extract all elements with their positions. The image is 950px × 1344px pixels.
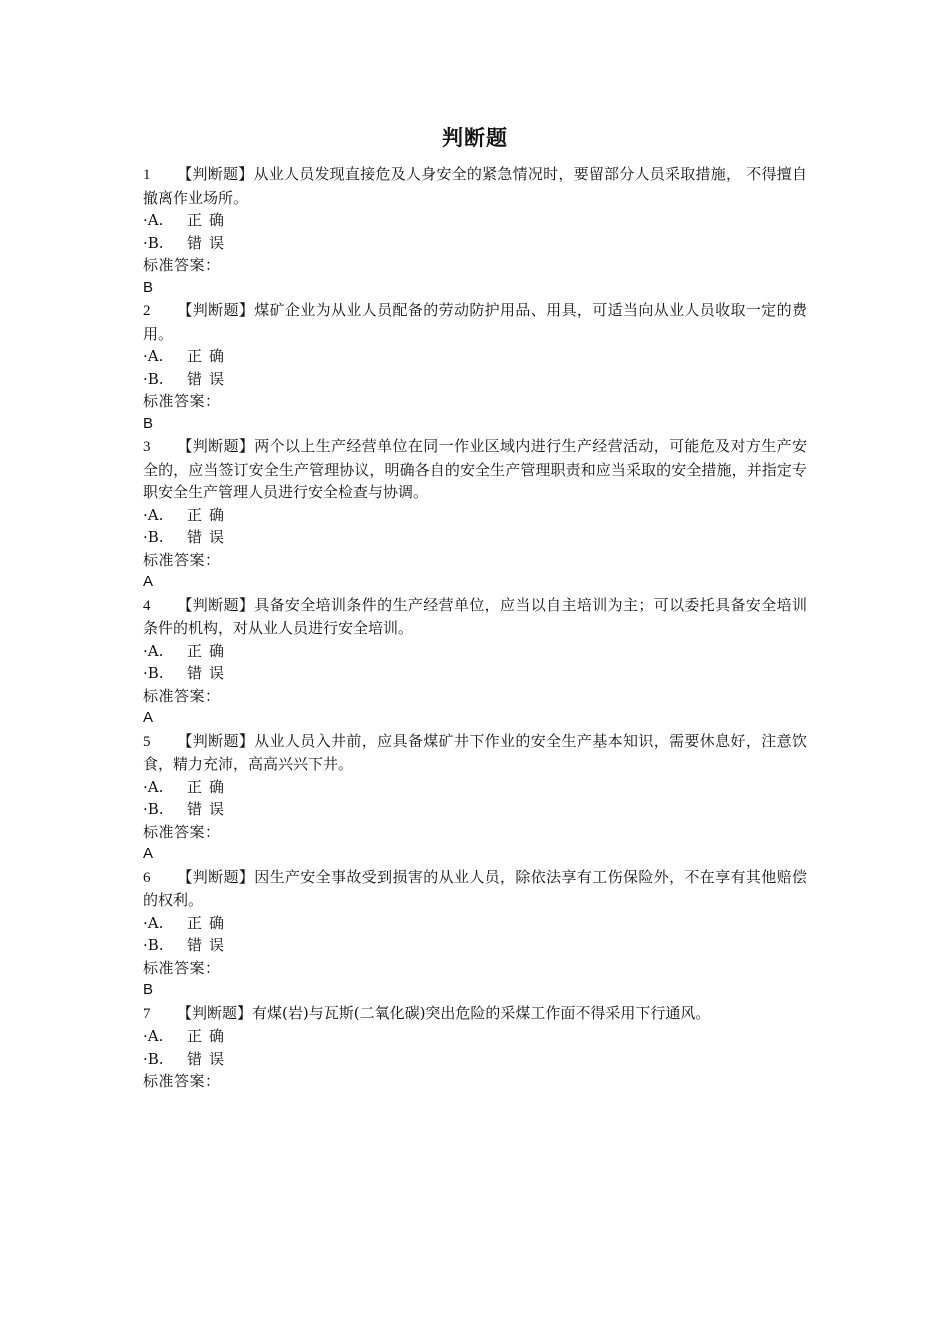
question-text: 从业人员发现直接危及人身安全的紧急情况时，要留部分人员采取措施， 不得擅自撤离作业场所。	[143, 165, 807, 207]
question-stem	[143, 594, 807, 640]
answer-label: 标准答案：	[143, 822, 221, 841]
answer-value: B	[143, 278, 154, 296]
option-text: 正确	[187, 1027, 232, 1045]
page-title: 判断题	[442, 126, 508, 150]
option-a	[143, 640, 807, 663]
option-b	[143, 526, 807, 549]
question-list	[143, 163, 807, 1093]
question-number: 4	[143, 597, 151, 614]
option-key: ·A.	[143, 211, 164, 229]
option-key: ·B.	[143, 369, 164, 388]
question-text: 两个以上生产经营单位在同一作业区域内进行生产经营活动，可能危及对方生产安全的，应当签订安全生产管理协议，明确各自的安全生产管理职责和应当采取的安全措施，并指定专职安全生产管理人员进行安全检查与协调。	[143, 437, 807, 501]
answer-label: 标准答案：	[143, 256, 221, 274]
question-item	[143, 299, 807, 435]
question-item	[143, 1002, 807, 1093]
question-item	[143, 594, 807, 730]
option-key: ·B.	[143, 936, 164, 954]
option-text: 错误	[187, 528, 232, 546]
answer-label: 标准答案：	[143, 392, 221, 410]
option-a	[143, 1025, 807, 1048]
option-key: ·B.	[143, 1049, 164, 1068]
option-a	[143, 209, 807, 232]
option-text: 错误	[187, 800, 232, 818]
option-a	[143, 912, 807, 935]
question-type-tag: 【判断题】	[177, 731, 255, 750]
question-type-tag: 【判断题】	[177, 595, 255, 614]
question-text: 因生产安全事故受到损害的从业人员，除依法享有工伤保险外，不在享有其他赔偿的权利。	[143, 867, 807, 909]
option-b	[143, 934, 807, 957]
option-key: ·A.	[143, 1027, 164, 1045]
option-key: ·A.	[143, 641, 164, 660]
question-number: 1	[143, 167, 151, 183]
question-stem	[143, 299, 807, 345]
answer-value: B	[143, 414, 154, 432]
answer-label: 标准答案：	[143, 1072, 221, 1090]
question-type-tag: 【判断题】	[177, 867, 255, 886]
option-key: ·A.	[143, 913, 164, 932]
question-number: 5	[143, 733, 151, 750]
question-type-tag: 【判断题】	[177, 1003, 253, 1022]
question-type-tag: 【判断题】	[177, 165, 254, 183]
question-item	[143, 163, 807, 299]
answer-label: 标准答案：	[143, 686, 221, 705]
option-a	[143, 345, 807, 368]
option-text: 错误	[187, 936, 232, 954]
question-item	[143, 730, 807, 866]
option-text: 错误	[187, 233, 232, 252]
option-key: ·A.	[143, 777, 164, 796]
option-key: ·A.	[143, 347, 164, 365]
option-text: 错误	[187, 369, 232, 388]
question-stem	[143, 1002, 807, 1026]
question-number: 7	[143, 1005, 151, 1022]
option-text: 正确	[187, 777, 232, 796]
option-a	[143, 776, 807, 799]
question-stem	[143, 435, 807, 504]
answer-value: A	[143, 573, 154, 590]
option-text: 正确	[187, 211, 232, 229]
option-key: ·B.	[143, 664, 164, 682]
question-number: 3	[143, 439, 151, 455]
option-b	[143, 368, 807, 391]
answer-value: A	[143, 845, 154, 862]
answer-label: 标准答案：	[143, 958, 221, 977]
option-text: 错误	[187, 1049, 232, 1068]
option-key: ·B.	[143, 233, 164, 252]
option-b	[143, 662, 807, 685]
option-text: 错误	[187, 664, 232, 682]
question-type-tag: 【判断题】	[177, 301, 255, 319]
question-type-tag: 【判断题】	[177, 437, 255, 455]
option-text: 正确	[187, 913, 232, 932]
question-stem	[143, 866, 807, 912]
question-text: 具备安全培训条件的生产经营单位，应当以自主培训为主；可以委托具备安全培训条件的机构，对从业人员进行安全培训。	[143, 595, 807, 637]
option-b	[143, 1048, 807, 1071]
option-a	[143, 504, 807, 527]
question-number: 2	[143, 303, 151, 319]
question-stem	[143, 163, 807, 209]
option-text: 正确	[187, 347, 232, 365]
question-stem	[143, 730, 807, 776]
option-text: 正确	[187, 505, 232, 524]
answer-value: B	[143, 981, 154, 998]
question-item	[143, 435, 807, 594]
option-b	[143, 798, 807, 821]
option-key: ·A.	[143, 505, 164, 524]
answer-value: A	[143, 709, 154, 726]
option-key: ·B.	[143, 800, 164, 818]
option-text: 正确	[187, 641, 232, 660]
question-text: 有煤(岩)与瓦斯(二氧化碳)突出危险的采煤工作面不得采用下行通风。	[252, 1003, 711, 1022]
option-key: ·B.	[143, 528, 164, 546]
option-b	[143, 232, 807, 255]
question-number: 6	[143, 869, 151, 886]
answer-label: 标准答案：	[143, 550, 221, 569]
question-text: 从业人员入井前，应具备煤矿井下作业的安全生产基本知识，需要休息好，注意饮食，精力充沛，高高兴兴下井。	[143, 731, 807, 773]
question-item	[143, 866, 807, 1002]
question-text: 煤矿企业为从业人员配备的劳动防护用品、用具，可适当向从业人员收取一定的费用。	[143, 301, 807, 343]
